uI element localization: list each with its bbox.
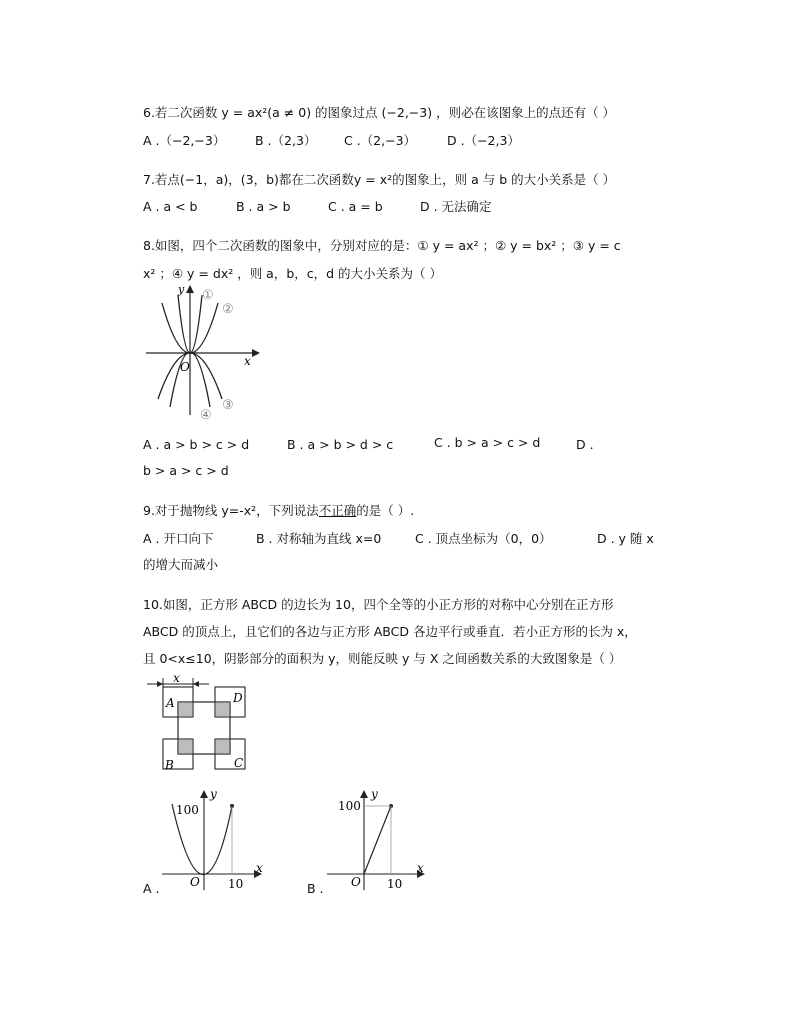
q8-option-a: A . a > b > c > d — [143, 437, 250, 452]
q7-option-a: A . a < b — [143, 199, 198, 214]
q7-stem: 7.若点(−1，a)，(3，b)都在二次函数y = x²的图象上，则 a 与 b 的大小关系是（ ） — [143, 172, 616, 187]
graph-b-y-tick: 100 — [338, 799, 361, 813]
q10-shade-a — [178, 702, 193, 717]
graph-b-line — [364, 806, 391, 874]
graph-b-y-arrow — [360, 790, 368, 798]
q10-graph-a — [160, 786, 280, 896]
q8-label-1: ① — [202, 288, 214, 303]
q8-y-label: y — [178, 283, 185, 296]
q7-option-d: D . 无法确定 — [420, 199, 492, 214]
q10-width-arrow-left — [157, 681, 163, 687]
q8-stem-line1: 8.如图，四个二次函数的图象中，分别对应的是：① y = ax² ；② y = bx² ；③ y = c — [143, 238, 621, 253]
q10-shade-b — [178, 739, 193, 754]
q8-option-d: D . — [576, 437, 594, 452]
q8-stem-line2: x² ；④ y = dx² ，则 a，b，c，d 的大小关系为（ ） — [143, 266, 443, 281]
q8-option-d-value: b > a > c > d — [143, 463, 229, 478]
graph-a-y-arrow — [200, 790, 208, 798]
q10-graph-b — [323, 786, 443, 896]
q8-option-b: B . a > b > d > c — [287, 437, 394, 452]
graph-b-origin: O — [351, 875, 361, 889]
q10-width-arrow-right — [193, 681, 199, 687]
q10-corner-d: D — [233, 691, 243, 705]
q6-stem: 6.若二次函数 y = ax²(a ≠ 0) 的图象过点 (−2,−3) ，则必在该图象上的点还有（ ） — [143, 105, 616, 120]
q10-shade-c — [215, 739, 230, 754]
q9-option-a: A . 开口向下 — [143, 531, 214, 546]
graph-a-origin: O — [190, 875, 200, 889]
q7-option-c: C . a = b — [328, 199, 383, 214]
q9-stem-prefix: 9.对于抛物线 y=-x²，下列说法 — [143, 503, 319, 518]
q6-option-d: D .（−2,3） — [447, 133, 520, 148]
q8-label-3: ③ — [222, 398, 234, 413]
q7-option-b: B . a > b — [236, 199, 291, 214]
q8-label-4: ④ — [200, 408, 212, 423]
q9-option-d: D . y 随 x — [597, 531, 654, 546]
q8-x-arrow — [252, 349, 260, 357]
q10-square-figure — [143, 672, 258, 782]
graph-a-y-tick: 100 — [176, 803, 199, 817]
q10-line2: ABCD 的顶点上，且它们的各边与正方形 ABCD 各边平行或垂直．若小正方形的长为 x， — [143, 624, 637, 639]
q9-option-d-cont: 的增大而减小 — [143, 557, 219, 572]
q8-option-c: C . b > a > c > d — [434, 435, 541, 450]
graph-a-x-label: x — [256, 861, 263, 875]
q6-option-a: A .（−2,−3） — [143, 133, 226, 148]
q9-stem-suffix: 的是（ ）. — [356, 503, 415, 518]
q10-option-a-label: A . — [143, 881, 160, 896]
q9-stem-underlined: 不正确 — [318, 503, 357, 518]
q10-corner-b: B — [165, 758, 174, 772]
q9-stem — [143, 503, 414, 519]
q10-shade-d — [215, 702, 230, 717]
q6-option-b: B .（2,3） — [255, 133, 317, 148]
q10-corner-c: C — [234, 756, 244, 770]
q10-line3: 且 0<x≤10，阴影部分的面积为 y，则能反映 y 与 X 之间函数关系的大致图象是（ ） — [143, 651, 622, 666]
q8-parabola-figure — [140, 283, 270, 423]
q10-line1: 10.如图，正方形 ABCD 的边长为 10，四个全等的小正方形的对称中心分别在正方形 — [143, 597, 614, 612]
q9-option-c: C . 顶点坐标为（0，0） — [415, 531, 552, 546]
q6-option-c: C .（2,−3） — [344, 133, 417, 148]
graph-a-y-label: y — [210, 787, 217, 801]
q10-option-b-label: B . — [307, 881, 324, 896]
q8-label-2: ② — [222, 302, 234, 317]
q10-x-label: x — [173, 671, 180, 685]
q8-x-label: x — [244, 354, 251, 368]
graph-b-x-label: x — [417, 861, 424, 875]
graph-b-x-tick: 10 — [387, 877, 403, 891]
graph-a-x-tick: 10 — [228, 877, 244, 891]
q9-option-b: B . 对称轴为直线 x=0 — [256, 531, 382, 546]
q8-origin-label: O — [180, 360, 190, 374]
graph-b-y-label: y — [371, 787, 378, 801]
q10-corner-a: A — [166, 696, 175, 710]
q8-y-arrow — [186, 285, 194, 293]
